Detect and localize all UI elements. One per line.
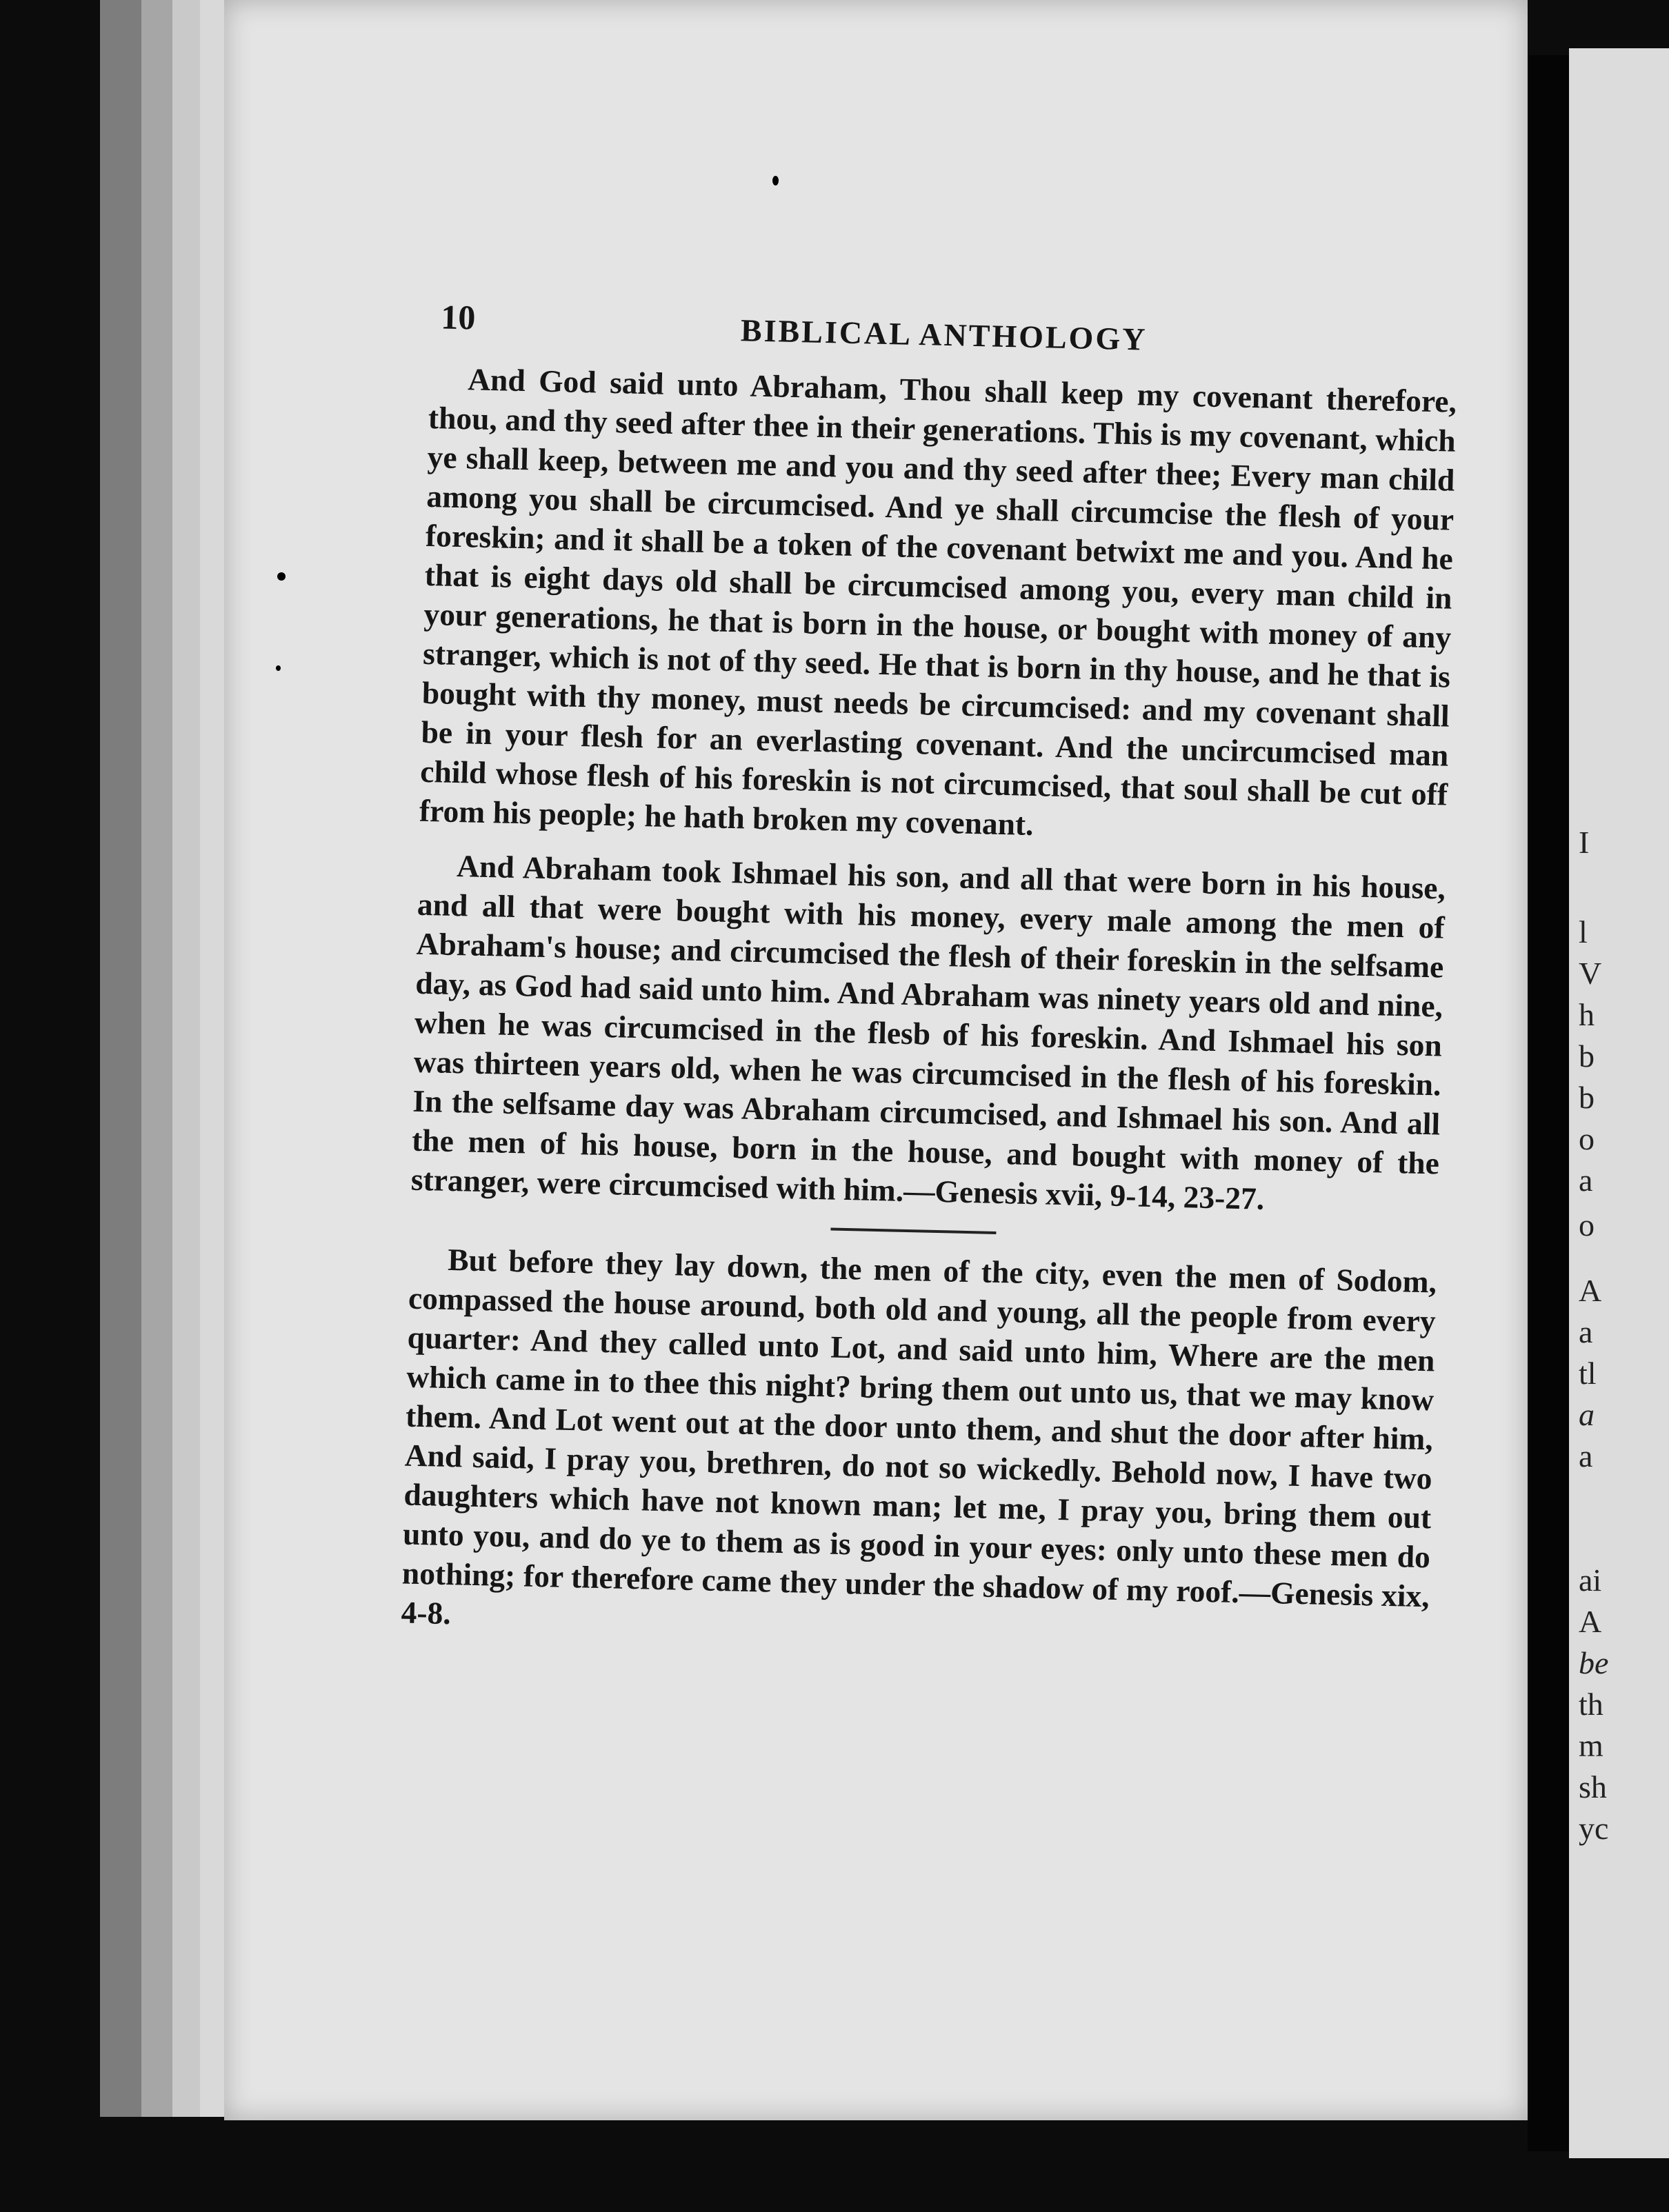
facing-page-text: tl	[1579, 1356, 1597, 1391]
page-edge	[141, 0, 172, 2117]
running-title: BIBLICAL ANTHOLOGY	[740, 312, 1148, 357]
facing-page-text: o	[1579, 1207, 1595, 1243]
facing-page-text: be	[1579, 1645, 1609, 1680]
facing-page-text: a	[1579, 1438, 1593, 1474]
book-gutter	[1528, 55, 1569, 2151]
paragraph-genesis-17-covenant: And God said unto Abraham, Thou shall keep my covenant therefore, thou, and thy seed after thee in their generations. This is my covenant, which ye shall keep, between me and you and thy seed after thee; Every man child among you shall be circumcised. And ye shall circumcise the flesh of your foreskin; and it shall be a token of the covenant betwixt me and you. And he that is eight days old shall be circumcised among you, every man child in your generations, he that is born in the house, or bought with money of any stranger, which is not of thy seed. He that is born in thy house, and he that is bought with thy money, must needs be circumcised: and my covenant shall be in your flesh for an everlasting covenant. And the uncircumcised man child whose flesh of his foreskin is not circumcised, that soul shall be cut off from his people; he hath broken my covenant.	[419, 361, 1457, 843]
facing-page-text: sh	[1579, 1769, 1607, 1804]
page-edge	[172, 0, 200, 2117]
facing-page-text: l	[1579, 914, 1588, 949]
page-content	[401, 296, 1459, 1655]
ink-speck	[277, 572, 286, 581]
facing-page-text: b	[1579, 1080, 1595, 1115]
ink-speck	[276, 665, 281, 671]
facing-page-text: o	[1579, 1121, 1595, 1156]
facing-page	[1569, 48, 1669, 2158]
facing-page-text: V	[1579, 956, 1602, 991]
page-edge	[200, 0, 224, 2117]
facing-page-text: A	[1579, 1273, 1602, 1308]
facing-page-text: a	[1579, 1163, 1593, 1198]
facing-page-text: yc	[1579, 1811, 1609, 1846]
facing-page-text: A	[1579, 1604, 1602, 1639]
page-number: 10	[440, 297, 476, 337]
page-edge	[100, 0, 141, 2117]
facing-page-text: th	[1579, 1687, 1603, 1722]
ink-speck	[772, 176, 779, 185]
paragraph-genesis-17-abraham: And Abraham took Ishmael his son, and all that were born in his house, and all that were bought with his money, every male among the men of Abraham's house; and circumcised the flesh of their foreskin in the selfsame day, as God had said unto him. And Abraham was ninety years old and nine, when he was circumcised in the flesb of his foreskin. And Ishmael his son was thirteen years old, when he was circumcised in the flesh of his foreskin. In the selfsame day was Abraham circumcised, and Ishmael his son. And all the men of his house, born in the house, and bought with money of the stranger, were circumcised with him.—Genesis xvii, 9-14, 23-27.	[410, 848, 1446, 1216]
facing-page-text: a	[1579, 1314, 1593, 1349]
facing-page-text: ai	[1579, 1562, 1602, 1598]
facing-page-text: h	[1579, 997, 1595, 1032]
section-divider	[830, 1227, 996, 1234]
facing-page-text: a	[1579, 1397, 1595, 1432]
facing-page-text: b	[1579, 1038, 1595, 1074]
facing-page-text: I	[1579, 825, 1590, 860]
paragraph-genesis-19: But before they lay down, the men of the city, even the men of Sodom, compassed the house around, both old and young, all the people from every quarter: And they called unto Lot, and said unto him, Where are the men which came in to thee this night? bring them out unto us, that we may know them. And Lot went out at the door unto them, and shut the door after him, And said, I pray you, brethren, do not so wickedly. Behold now, I have two daughters which have not known man; let me, I pray you, bring them out unto you, and do ye to them as is good in your eyes: only unto these men do nothing; for therefore came they under the shadow of my roof.—Genesis xix, 4-8.	[401, 1241, 1437, 1631]
facing-page-text: m	[1579, 1728, 1603, 1763]
